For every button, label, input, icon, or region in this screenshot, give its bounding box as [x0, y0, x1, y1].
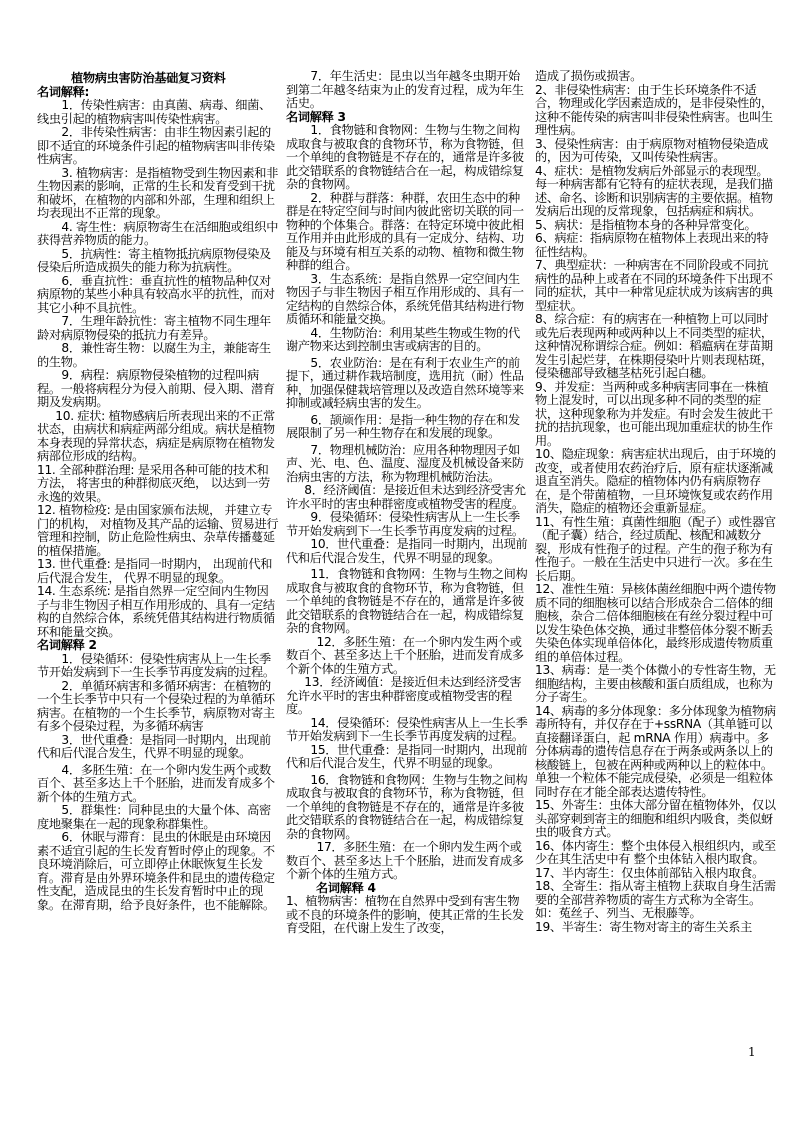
term-entry: 15、外寄生：虫体大部分留在植物体外，仅以头部穿刺到寄主的细胞和组织内吸食，类似蚜虫的吸食方式。: [535, 798, 776, 839]
term-entry: 5、病状：是指植物本身的各种异常变化。: [535, 217, 757, 232]
term-entry: 5．抗病性：寄主植物抵抗病原物侵染及侵染后所造成损失的能力称为抗病性。: [37, 246, 271, 274]
term-entry: 3. 植物病害：是指植物受到生物因素和非生物因素的影响，正常的生长和发育受到干扰和破坏，在植物的内部和外部，生理和组织上均表现出不正常的现象。: [37, 165, 279, 220]
term-entry: 2．非传染性病害：由非生物因素引起的即不适宜的环境条件引起的植物病害叫非传染性病害。: [37, 125, 275, 166]
term-entry: 11、有性生殖：真菌性细胞（配子）或性器官（配子囊）结合，经过质配、核配和减数分裂，形成有性孢子的过程。产生的孢子称为有性孢子。一般在生活史中只进行一次。多在生长后期。: [535, 514, 776, 583]
term-entry: 13. 世代重叠: 是指同一时期内， 出现前代和后代混合发生， 代界不明显的现象。: [37, 557, 273, 585]
term-entry: 10. 症状: 植物感病后所表现出来的不正常状态，由病状和病症两部分组成。病状是植物本身表现的异常状态，病症是病原物在植物发病部位形成的结构。: [37, 408, 275, 463]
term-entry: 6、病症：指病原物在植物体上表现出来的特征性结构。: [535, 231, 769, 259]
term-entry: 16．食物链和食物网：生物与生物之间构成取食与被取食的食物环节，称为食物链，但一个单纯的食物链是不存在的，通常是许多彼此交错联系的食物链结合在一起，构成错综复杂的食物网。: [286, 772, 528, 841]
term-entry: 5．农业防治：是在有利于农业生产的前提下，通过耕作栽培制度，选用抗（耐）性品种，加强保健栽培管理以及改造自然环境等来抑制或减轻病虫害的发生。: [286, 355, 524, 410]
term-entry: 1．侵染循环：侵染性病害从上一生长季节开始发病到下一生长季节再度发病的过程。: [37, 651, 275, 679]
term-entry: 4、症状：是植物发病后外部显示的表现型。每一种病害都有它特有的症状表现，是我们描述、命名、诊断和识别病害的主要依据。植物发病后出现的反常现象，包括病症和病状。: [535, 163, 773, 218]
term-entry: 9．侵染循环：侵染性病害从上一生长季节开始发病到下一生长季节再度发病的过程。: [286, 510, 524, 538]
term-entry: 4．多胚生殖：在一个卵内发生两个或数百个、甚至多达上千个胚胎，进而发育成多个新个体的生殖方式。: [37, 762, 275, 804]
column-right: [535, 70, 777, 934]
term-entry: 2、非侵染性病害：由于生长环境条件不适合，物理或化学因素造成的，是非侵染性的，这种不能传染的病害叫非侵染性病害。也叫生理性病。: [535, 82, 773, 137]
section-heading-2: 名词解释 2: [37, 638, 97, 652]
term-entry: 3．世代重叠：是指同一时期内，出现前代和后代混合发生，代界不明显的现象。: [37, 732, 271, 760]
term-entry: 9．病程：病原物侵染植物的过程叫病程。一般将病程分为侵入前期、侵入期、潜育期及发病期。: [37, 368, 275, 409]
term-entry: 4. 寄生性：病原物寄生在活细胞或组织中获得营养物质的能力。: [37, 219, 279, 247]
term-entry: 17．多胚生殖：在一个卵内发生两个或数百个、甚至多达上千个胚胎，进而发育成多个新个体的生殖方式。: [286, 840, 524, 881]
term-entry: 7．生理年龄抗性：寄主植物不同生理年龄对病原物侵染的抵抗力有差异。: [37, 314, 271, 342]
term-entry: 7．年生活史：昆虫以当年越冬虫期开始到第二年越冬结束为止的发育过程，成为年生活史。: [286, 69, 524, 110]
term-entry: 12. 植物检疫: 是由国家颁布法规， 并建立专门的机构， 对植物及其产品的运输、贸易进行管理和控制，防止危险性病虫、杂草传播蔓延的植保措施。: [37, 503, 279, 558]
term-entry: 1．传染性病害：由真菌、病毒、细菌、线虫引起的植物病害叫传染性病害。: [37, 98, 271, 126]
term-entry: 15．世代重叠：是指同一时期内，出现前代和后代混合发生，代界不明显的现象。: [286, 742, 528, 770]
term-entry: 5．群集性：同种昆虫的大量个体、高密度地聚集在一起的现象称群集性。: [37, 803, 271, 831]
section-heading-4: 名词解释 4: [316, 880, 376, 895]
term-entry: 造成了损伤或损害。: [535, 69, 642, 83]
term-entry: 3．生态系统：是指自然界一定空间内生物因子与非生物因子相互作用形成的、具有一定结构的自然综合体，系统凭借其结构进行物质循环和能量交换。: [286, 271, 524, 326]
term-entry: 10、隐症现象：病害症状出现后，由于环境的改变，或者使用农药治疗后，原有症状逐渐减退直至消失。隐症的植物体内仍有病原物存在，是个带菌植物，一旦环境恢复或农药作用消失，隐症的植物还会重新显症。: [535, 447, 776, 515]
term-entry: 14、病毒的多分体现象：多分体现象为植物病毒所特有，并仅存在于+ssRNA（其单链可以直接翻译蛋白，起 mRNA 作用）病毒中。多分体病毒的遗传信息存在于两条或两条以上的核酸链上，包被在两种或两种以上的粒体中。单独一个粒体不能完成侵染，必须是一组粒体同时存在才能全部表达遗传特性。: [535, 703, 776, 799]
term-entry: 6．休眠与滞育：昆虫的休眠是由环境因素不适宜引起的生长发育暂时停止的现象。不良环境消除后，可立即停止休眠恢复生长发育。滞育是由外界环境条件和昆虫的遗传稳定性支配，造成昆虫的生长发育暂时中止的现象。在滞育期，给予良好条件，也不能解除。: [37, 830, 275, 912]
term-entry: 14. 生态系统: 是指自然界一定空间内生物因子与非生物因子相互作用形成的、具有一定结构的自然综合体，系统凭借其结构进行物质循环和能量交换。: [37, 584, 275, 639]
term-entry: 7．物理机械防治：应用各种物理因子如声、光、电、色、温度、湿度及机械设备来防治病虫害的方法，称为物理机械防治法。: [286, 442, 524, 484]
term-entry: 8．兼性寄生物：以腐生为主，兼能寄生的生物。: [37, 341, 271, 369]
term-entry: 8、综合症：有的病害在一种植物上可以同时或先后表现两种或两种以上不同类型的症状，这种情况称谓综合症。例如：稻瘟病在芽苗期发生引起烂芽，在株期侵染叶片则表现枯斑，侵染穗部导致穗茎枯死引起白穗。: [535, 312, 773, 380]
term-entry: 1．食物链和食物网：生物与生物之间构成取食与被取食的食物环节，称为食物链，但一个单纯的食物链是不存在的，通常是许多彼此交错联系的食物链结合在一起，构成错综复杂的食物网。: [286, 123, 524, 191]
term-entry: 2．种群与群落：种群，农田生态中的种群是在特定空间与时间内彼此密切关联的同一物种的个体集合。群落：在特定环境中彼此相互作用并由此形成的具有一定成分、结构、功能及与环境有相互关系的动物、植物和微生物种群的组合。: [286, 190, 524, 272]
term-entry: 8．经济阈值：是接近但未达到经济受害允许水平时的害虫种群密度或植物受害的程度。: [286, 483, 526, 511]
term-entry: 7、典型症状：一种病害在不同阶段或不同抗病性的品种上或者在不同的环境条件下出现不同的症状，其中一种常见症状成为该病害的典型症状。: [535, 258, 773, 313]
term-entry: 12、准性生殖：异核体菌丝细胞中两个遗传物质不同的细胞核可以结合形成杂合二倍体的细胞核，杂合二倍体细胞核在有丝分裂过程中可以发生染色体交换，通过非整倍体分裂不断丢失染色体实现单倍体化，最终形成遗传物质重组的单倍体过程。: [535, 582, 776, 664]
term-entry: 3、侵染性病害：由于病原物对植物侵染造成的，因为可传染，又叫传染性病害。: [535, 136, 769, 164]
term-entry: 16、体内寄生：整个虫体侵入根组织内，或至少在其生活史中有 整个虫体钻入根内取食。: [535, 838, 776, 866]
term-entry: 4．生物防治：利用某些生物或生物的代谢产物来达到控制虫害或病害的目的。: [286, 325, 520, 353]
term-entry: 1、植物病害：植物在自然界中受到有害生物或不良的环境条件的影响，使其正常的生长发育受阻，在代谢上发生了改变，: [286, 894, 524, 935]
term-entry: 13、病毒：是一类个体微小的专性寄生物，无细胞结构，主要由核酸和蛋白质组成，也称为分子寄生。: [535, 663, 776, 704]
term-entry: 6．垂直抗性：垂直抗性的植物品种仅对病原物的某些小种具有较高水平的抗性，而对其它小种不具抗性。: [37, 273, 275, 315]
section-heading-1: 名词解释:: [37, 84, 90, 99]
term-entry: 9、并发症：当两种或多种病害同事在一株植物上混发时，可以出现多种不同的类型的症状，这种现象称为并发症。有时会发生彼此干扰的拮抗现象，也可能出现加重症状的协生作用。: [535, 379, 773, 448]
term-entry: 2．单循环病害和多循环病害：在植物的一个生长季节中只有一个侵染过程的为单循环病害。在植物的一个生长季节，病原物对寄主有多个侵染过程，为多循环病害: [37, 678, 275, 733]
section-heading-3: 名词解释 3: [286, 109, 346, 124]
page-number: 1: [748, 1045, 756, 1059]
term-entry: 12．多胚生殖：在一个卵内发生两个或数百个、甚至多达上千个胚胎，进而发育成多个新个体的生殖方式。: [286, 634, 524, 676]
column-left: [37, 72, 279, 912]
term-entry: 11．食物链和食物网：生物与生物之间构成取食与被取食的食物环节，称为食物链，但一个单纯的食物链是不存在的，通常是许多彼此交错联系的食物链结合在一起，构成错综复杂的食物网。: [286, 567, 528, 635]
term-entry: 19、半寄生：寄生物对寄主的寄生关系主: [535, 919, 752, 934]
term-entry: 10．世代重叠：是指同一时期内，出现前代和后代混合发生，代界不明显的现象。: [286, 537, 528, 565]
document-title: 植物病虫害防治基础复习资料: [71, 71, 226, 85]
term-entry: 6．颉颃作用：是指一种生物的存在和发展限制了另一种生物存在和发展的现象。: [286, 412, 520, 440]
column-middle: [286, 70, 528, 936]
term-entry: 17、半内寄生：仅虫体前部钻入根内取食。: [535, 865, 764, 880]
term-entry: 14．侵染循环：侵染性病害从上一生长季节开始发病到下一生长季节再度发病的过程。: [286, 715, 528, 743]
term-entry: 18、全寄生：指从寄主植物上获取自身生活需要的全部营养物质的寄生方式称为全寄生。如：菟丝子、列当、无根藤等。: [535, 879, 776, 920]
term-entry: 13．经济阈值：是接近但未达到经济受害允许水平时的害虫种群密度或植物受害的程度。: [286, 675, 522, 716]
term-entry: 11. 全部种群治理: 是采用各种可能的技术和方法， 将害虫的种群彻底灭绝， 以达到一劳永逸的效果。: [37, 462, 271, 504]
